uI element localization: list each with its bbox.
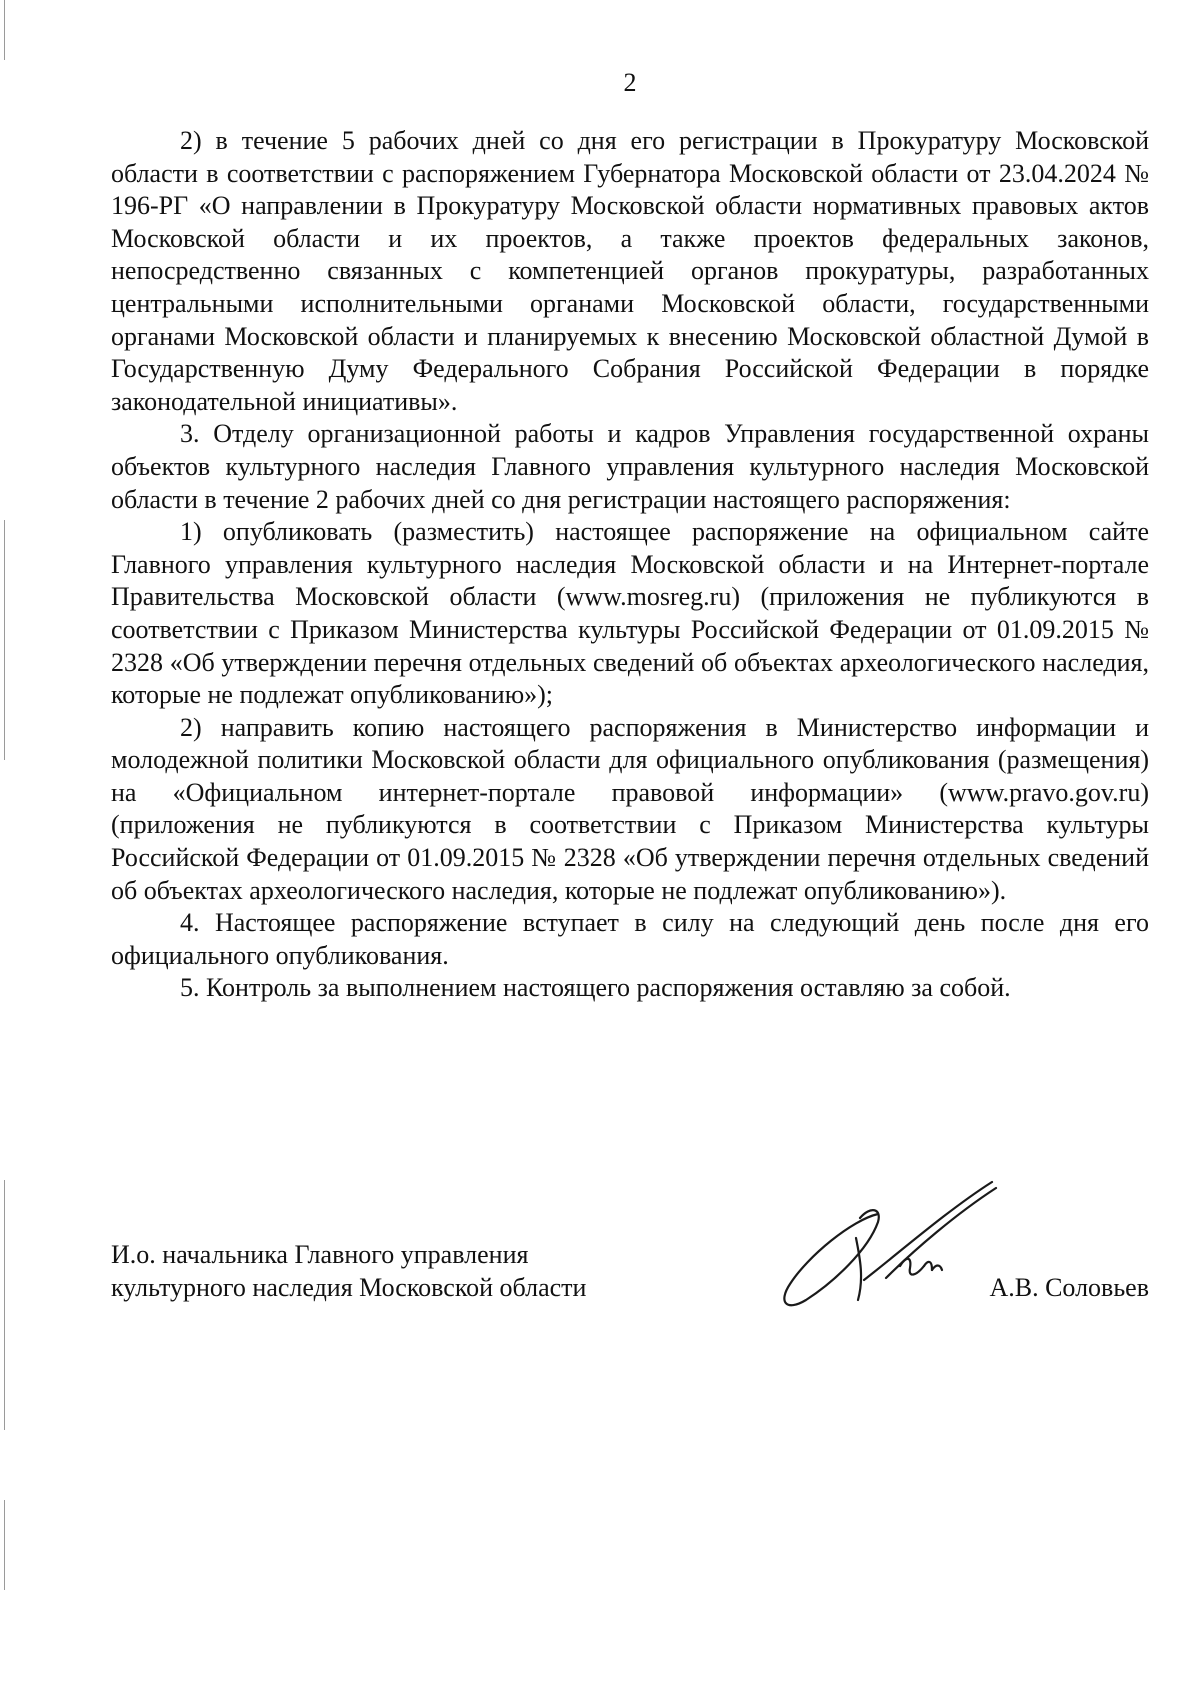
page-number: 2 (623, 68, 637, 97)
signatory-name: А.В. Соловьев (989, 1273, 1149, 1302)
scan-edge-line (4, 520, 5, 760)
signatory-position-line-2: культурного наследия Московской области (111, 1273, 587, 1302)
paragraph-item-2-prosecutor: 2) в течение 5 рабочих дней со дня его регистрации в Прокуратуру Московской области в соответствии с распоряжением Губернатора Московской области от 23.04.2024 № 196-РГ «О направлении в Прокуратуру Московской области нормативных правовых актов Московской области и их проектов, а также проектов федеральных законов, непосредственно связанных с компетенцией органов прокуратуры, разработанных центральными исполнительными органами Московской области, государственными органами Московской области и планируемых к внесению Московской областной Думой в Государственную Думу Федерального Собрания Российской Федерации в порядке законодательной инициативы». (111, 126, 1149, 416)
paragraph-item-1-publish: 1) опубликовать (разместить) настоящее распоряжение на официальном сайте Главного управления культурного наследия Московской области и на Интернет-портале Правительства Московской области (www.mosreg.ru) (приложения не публикуются в соответствии с Приказом Министерства культуры Российской Федерации от 01.09.2015 № 2328 «Об утверждении перечня отдельных сведений об объектах археологического наследия, которые не подлежат опубликованию»); (111, 517, 1149, 710)
document-body (111, 125, 1149, 1005)
signatory-position (111, 1238, 711, 1304)
paragraph-4-effective-date: 4. Настоящее распоряжение вступает в силу на следующий день после дня его официального опубликования. (111, 908, 1149, 970)
scan-edge-line (4, 1500, 5, 1590)
signatory-position-line-1: И.о. начальника Главного управления (111, 1240, 529, 1269)
paragraph-item-2-send-copy: 2) направить копию настоящего распоряжения в Министерство информации и молодежной политики Московской области для официального опубликования (размещения) на «Официальном интернет-портале правовой информации» (www.pravo.gov.ru) (приложения не публикуются в соответствии с Приказом Министерства культуры Российской Федерации от 01.09.2015 № 2328 «Об утверждении перечня отдельных сведений об объектах археологического наследия, которые не подлежат опубликованию»). (111, 712, 1149, 905)
paragraph-5-control: 5. Контроль за выполнением настоящего распоряжения оставляю за собой. (180, 973, 1011, 1003)
scan-edge-line (4, 0, 5, 60)
paragraph-3-department-order: 3. Отделу организационной работы и кадров Управления государственной охраны объектов культурного наследия Главного управления культурного наследия Московской области в течение 2 рабочих дней со дня регистрации настоящего распоряжения: (111, 419, 1149, 514)
signature-block (111, 1238, 1149, 1318)
scan-edge-line (4, 1180, 5, 1430)
